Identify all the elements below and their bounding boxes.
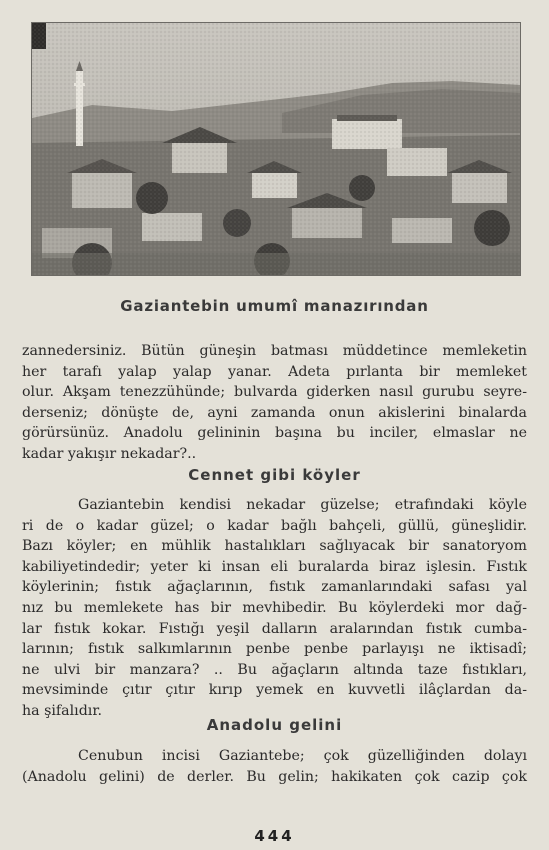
city-panorama-photo: [31, 22, 521, 276]
text-line: kabiliyetindedir; yeter ki insan eli buralarda biraz işlesin. Fıstık: [22, 558, 527, 575]
text-line: Cenubun incisi Gaziantebe; çok güzelliğinden dolayı: [78, 748, 527, 764]
city-panorama-image: [32, 23, 520, 275]
text-line: ne ulvi bir manzara? .. Bu ağaçların altında taze fıstıkları,: [22, 661, 527, 678]
text-line: lar fıstık kokar. Fıstığı yeşil dalların aralarından fıstık cumba-: [22, 620, 527, 637]
paragraph-city-lights: [22, 341, 527, 465]
text-line: ha şifalıdır.: [22, 702, 103, 719]
section-heading-anatolian-bride: Anadolu gelini: [206, 716, 343, 734]
page-number: 444: [254, 827, 295, 845]
paragraph-anatolian-bride: [22, 746, 527, 787]
text-line: larının; fıstık salkımlarının penbe penbe parlayışı ne iktisadî;: [22, 641, 527, 658]
photo-caption: Gaziantebin umumî manazırından: [120, 297, 429, 315]
text-line: nız bu memlekete has bir mevhibedir. Bu köylerdeki mor dağ-: [22, 599, 527, 616]
text-line: ri de o kadar güzel; o kadar bağlı bahçeli, güllü, güneşlidir.: [22, 517, 527, 534]
text-line: Bazı köyler; en mühlik hastalıkları sağlıyacak bir sanatoryom: [22, 538, 527, 555]
text-line: (Anadolu gelini) de derler. Bu gelin; hakikaten çok cazip çok: [22, 768, 527, 785]
text-line: kadar yakışır nekadar?..: [22, 445, 197, 462]
text-line: derseniz; dönüşte de, ayni zamanda onun akislerini binalarda: [22, 404, 527, 421]
text-line: köylerinin; fıstık ağaçlarının, fıstık zamanlarındaki safası yal: [22, 579, 527, 596]
text-line: zannedersiniz. Bütün güneşin batması müddetince memleketin: [22, 343, 527, 359]
section-heading-villages: Cennet gibi köyler: [188, 466, 361, 484]
paragraph-villages: [22, 495, 527, 722]
text-line: her tarafı yalap yalap yanar. Adeta pırlanta bir memleket: [22, 363, 527, 380]
text-line: mevsiminde çıtır çıtır kırıp yemek en kuvvetli ilâçlardan da-: [22, 682, 527, 699]
text-line: Gaziantebin kendisi nekadar güzelse; etrafındaki köyle: [78, 497, 527, 513]
text-line: olur. Akşam tenezzühünde; bulvarda giderken nasıl gurubu seyre-: [22, 384, 527, 401]
text-line: görürsünüz. Anadolu gelininin başına bu inciler, elmaslar ne: [22, 425, 527, 442]
